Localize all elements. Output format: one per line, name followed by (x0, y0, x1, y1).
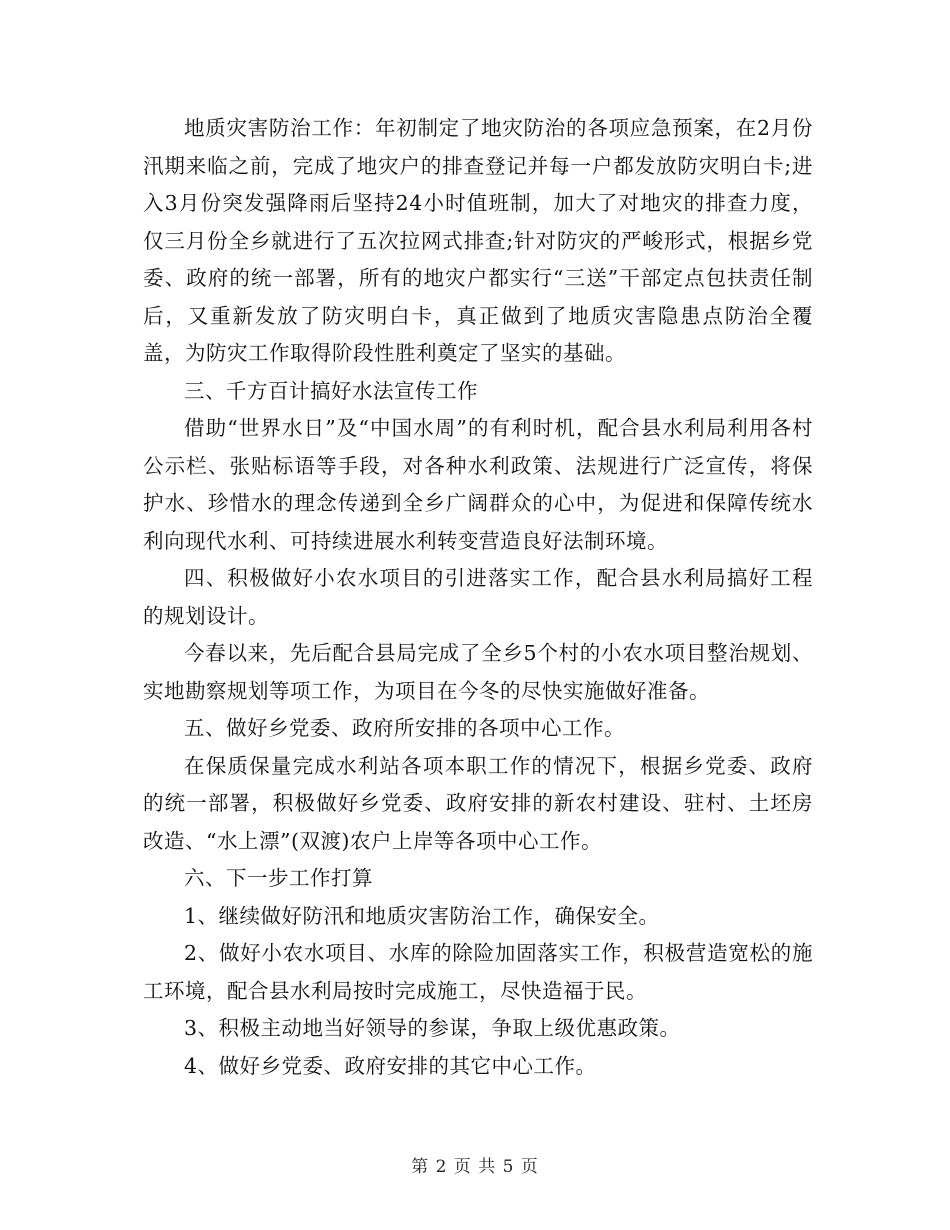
section-heading-central-work: 五、做好乡党委、政府所安排的各项中心工作。 (184, 716, 625, 740)
section-heading-small-irrigation: 四、积极做好小农水项目的引进落实工作，配合县水利局搞好工程的规划设计。 (143, 566, 813, 628)
section-heading-water-law: 三、千方百计搞好水法宣传工作 (184, 378, 478, 403)
paragraph-geological-disaster: 地质灾害防治工作：年初制定了地灾防治的各项应急预案，在2月份汛期来临之前，完成了地灾户的排查登记并每一户都发放防灾明白卡;进入3月份突发强降雨后坚持24小时值班制，加大了对地灾的排查力度，仅三月份全乡就进行了五次拉网式排查;针对防灾的严峻形式，根据乡党委、政府的统一部署，所有的地灾户都实行“三送”干部定点包扶责任制后，又重新发放了防灾明白卡，真正做到了地质灾害隐患点防治全覆盖，为防灾工作取得阶段性胜利奠定了坚实的基础。 (143, 116, 813, 365)
paragraph-small-irrigation: 今春以来，先后配合县局完成了全乡5个村的小农水项目整治规划、实地勘察规划等项工作，为项目在今冬的尽快实施做好准备。 (143, 641, 813, 703)
paragraph-water-law: 借助“世界水日”及“中国水周”的有利时机，配合县水利局利用各村公示栏、张贴标语等手段，对各种水利政策、法规进行广泛宣传，将保护水、珍惜水的理念传递到全乡广阔群众的心中，为促进和保障传统水利向现代水利、可持续进展水利转变营造良好法制环境。 (143, 416, 813, 553)
list-item-plan-2: 2、做好小农水项目、水库的除险加固落实工作，积极营造宽松的施工环境，配合县水利局按时完成施工，尽快造福于民。 (143, 941, 813, 1003)
list-item-plan-1: 1、继续做好防汛和地质灾害防治工作，确保安全。 (184, 903, 660, 928)
page-number-footer: 第 2 页 共 5 页 (411, 1157, 539, 1177)
document-body (143, 110, 813, 1085)
paragraph-central-work: 在保质保量完成水利站各项本职工作的情况下，根据乡党委、政府的统一部署，积极做好乡党委、政府安排的新农村建设、驻村、土坯房改造、“水上漂”(双渡)农户上岸等各项中心工作。 (143, 753, 813, 853)
list-item-plan-4: 4、做好乡党委、政府安排的其它中心工作。 (184, 1053, 597, 1078)
list-item-plan-3: 3、积极主动地当好领导的参谋，争取上级优惠政策。 (184, 1016, 681, 1040)
section-heading-next-plan: 六、下一步工作打算 (184, 866, 373, 890)
